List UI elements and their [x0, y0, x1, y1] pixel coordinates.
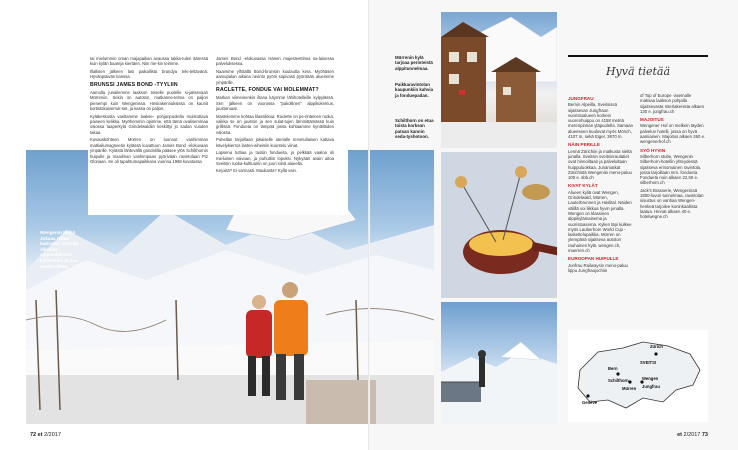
section-heading: BRUNSSI JAMES BOND -TYYLIIN: [90, 81, 178, 88]
issue-number: 2/2017: [683, 432, 701, 438]
paragraph: Lapsena tuttiaa ja tuotiin fondueita, jo pelkkää vaaloa oli mieluisen vaivaan, ja puhuttiin lopuksi. Nykyään avain aitoa Sveitsin ruoka-kulttuuriin on juuri siinä alueella.: [216, 150, 334, 166]
chalet-image: [441, 12, 557, 148]
info-box: [568, 55, 708, 273]
paragraph: tai mielummin oman majapaikan avaussa takka-tulen ääressä kuin kylän baareja kiertäen. Niin me-kin teimme.: [90, 56, 208, 67]
caption-3: Schilthorn on etua toista korkean patsan kannin seda-tyshotoon.: [395, 118, 434, 140]
issue-number: 2/2017: [44, 432, 61, 438]
paragraph: Kyläkeskusta vaeltamme laakse- pohjanpuolella muistuttava paineen kelikka. Myöhemmin opimme, että tämä ovalisemmaa osiossa taaperkylä Grindelwaldiin keskittyi jo sadan vuoden takaa.: [90, 113, 208, 135]
info-text: Alueen kyliä ovat Wengen, Grindelwald, Mürren, Lauterbrunnen ja Haslital. Näiden välillä voi liikkua hyvin junalla. Wengen on klassinen alppikylämaisema ja vuoristoasema. Kylien läpi kulkee myös Lauberhorn World Cup -laskettelupaikka. Mürren on ylempänä sijaitseva autoton rauhainen kylä. wengen.ch, muerren.ch: [568, 189, 632, 254]
village-photo: [441, 12, 557, 148]
info-column-2: [640, 93, 706, 222]
caption-1: Mürrenin kylä tarjoaa perinteistä alppitunnelmaa.: [395, 55, 433, 71]
paragraph: Keyxitä? Ei varmasti. Maukasta? Kyllä vain.: [216, 168, 297, 174]
info-heading: MAJOITUS: [640, 117, 664, 123]
info-title: Hyvä tietää: [605, 65, 671, 78]
info-text: Wengener Hof on melkein täyden palvelun hotelli, jossa on hyvä aamiainen. Majoitus alkaen 260 e. wengenerhof.ch: [640, 123, 706, 145]
page-number: 72: [30, 432, 37, 438]
info-text: of Top of Europe -asemalle maksaa laakson pohjalla sijaitsevasta Interlakenista alkaen 130 e. jungfrau.ch: [640, 93, 705, 114]
photo-caption: Wengenin teiltiä Jokaaa nämä laaksoon. Hotellit alkamat alppimaisemat kylässäkin ja saa vuotta siiten.: [40, 230, 79, 269]
fondue-photo: [441, 152, 557, 298]
map-label-murren: Mürren: [622, 386, 637, 391]
paragraph: Markan viimeinenkin iltana käymme lähihotelleille kylpylässä. Sen jälkeen on vuorossa "pakollinen" alppikokemus, juustoruaat.: [216, 95, 334, 112]
paragraph: Mastelemme kohtaa klassikkoa. Raclette on pe-rinteinen ruoka, vaikka se on juuston ja sen sulat-tujen lämmittämässä kuin grillissä. Fondueta on lämpöä jossa kohtaamme kynttilöiden valossa.: [216, 113, 334, 135]
schilthorn-image: [441, 302, 557, 424]
map-label-country: SVEITSI: [640, 360, 657, 365]
fondue-image: [441, 152, 557, 298]
paragraph: James Bond -elokuvassa Hänen majesteettinsa sa-laisessa palveluksessa.: [216, 56, 334, 67]
article-column-1: [90, 56, 208, 166]
info-heading: JUNGFRAU: [568, 96, 594, 101]
info-heading: KIVAT KYLÄT: [568, 183, 598, 189]
switzerland-map: [568, 330, 708, 422]
map-outline: [568, 330, 708, 422]
spine-gutter: [368, 0, 370, 450]
info-heading: SYÖ HYVIN: [640, 147, 666, 153]
info-text: Jack's Brasserie, Wengenissä 1800-luvun tunnelmaa, ravintolan sisustus on vanhaa Wengen-henkeä tarjoilee kuninkaallista laatua. Hinnat alkaen 40 e. hotelwegne.ch: [640, 187, 704, 220]
map-label-jungfrau: Jungfrau: [642, 384, 660, 389]
magazine-logo: et: [677, 432, 682, 438]
paragraph: Puhellan tarjoillaan jokaiselle aterialle tervetuliaisen kattava kävelykierros lasten-aiheisiin kuuntelu viinat.: [216, 137, 334, 148]
map-label-schilthorn: Schilthorn: [608, 378, 629, 383]
article-column-2: [216, 56, 334, 176]
info-heading: NÄIN PERILLE: [568, 142, 600, 148]
paragraph: Naaimme ylhäällä Bond-brunsiin kuulautta kera. Myöhäsen aamupalan aikana ravinto pyörii sopivasti pyöröään alueimme ympärille.: [216, 68, 334, 85]
info-heading: EUROOPAN HUIPULLE: [568, 256, 619, 262]
map-label-zurich: Zürich: [650, 344, 663, 349]
section-heading: RACLETTE, FONDUE VAI MOLEMMAT?: [216, 87, 319, 94]
page-number: 73: [701, 432, 708, 438]
paragraph: Kuvauskohteen Mürren on luonnut vanhimman matkailumagneetin kylässä kuvattuun James Bond -elokuvaan ympärille. Kylästä lähtevällä gondolilla pääsee ylös Schilthornin huipulle ja maailman vanhimpaan pyörivään ravintolaan Piz Gloriaan. Se oli tapahtumapaikkana vuonna 1968 kuvatussa: [90, 137, 208, 164]
info-text: Junfrau Railwaysin meno-paluu lippu Jungfraujochiin: [568, 262, 628, 273]
left-folio: [30, 432, 61, 438]
caption-2: Paikkaravintolan kaupunkiin kahvia ja fonduepadan.: [395, 82, 434, 98]
paragraph: Illallisen jälkeen lasi paikallista brandya teki-teltävänä. Hyvänpiäivän kanssa.: [90, 68, 208, 80]
map-label-geneve: Genève: [582, 400, 598, 405]
magazine-logo: et: [37, 432, 43, 438]
article-text-block: [88, 50, 348, 215]
map-label-wengen: Wengen: [642, 376, 659, 381]
right-folio: [677, 432, 708, 438]
info-text: Lennä Zürichiin ja matkusta sieltä junalla. Sveitsin sveitsinrautatiet ovat hinnoiltaan ja palvelultaan huippuluokkaa. Junamatkat Zürichistä Wengeniin meno-paluu 100 e. sbb.ch: [568, 148, 632, 181]
schilthorn-photo: [441, 302, 557, 424]
paragraph: Aamulla junailemme laakson toiselle puolelle si-jaitsevaan Mürreniin. Sekin on autoton, matkanne-telma on paljon pienempi kuin Wengenissä. Hirsirakennuksissa on kaunit kortistokaiverruk-set, ja kassa on paljon.: [90, 90, 208, 112]
map-label-bern: Bern: [608, 366, 618, 371]
info-column-1: [568, 93, 634, 275]
divider: [568, 55, 708, 57]
info-text: Silberhorn stube, Wengenin Silberhorn-hotellin yhteydessä sijaitseva erinomainen ravintola, jossa tarjoillaan mm. fondueta. Fondueta noin alkaen 22,50 e. silberhorn.ch: [640, 153, 702, 186]
info-text: Bernin Alpeilla, Sveitsissä sijaitsevan Jungfraun vuoristoalueen korkein vuorenhuippu on 4158 metriä merenpinnan yläpuolella. Samaan alueeseen kuuluvat myös Mönch, 4107 m, sekä Eiger, 3970 m.: [568, 102, 633, 140]
